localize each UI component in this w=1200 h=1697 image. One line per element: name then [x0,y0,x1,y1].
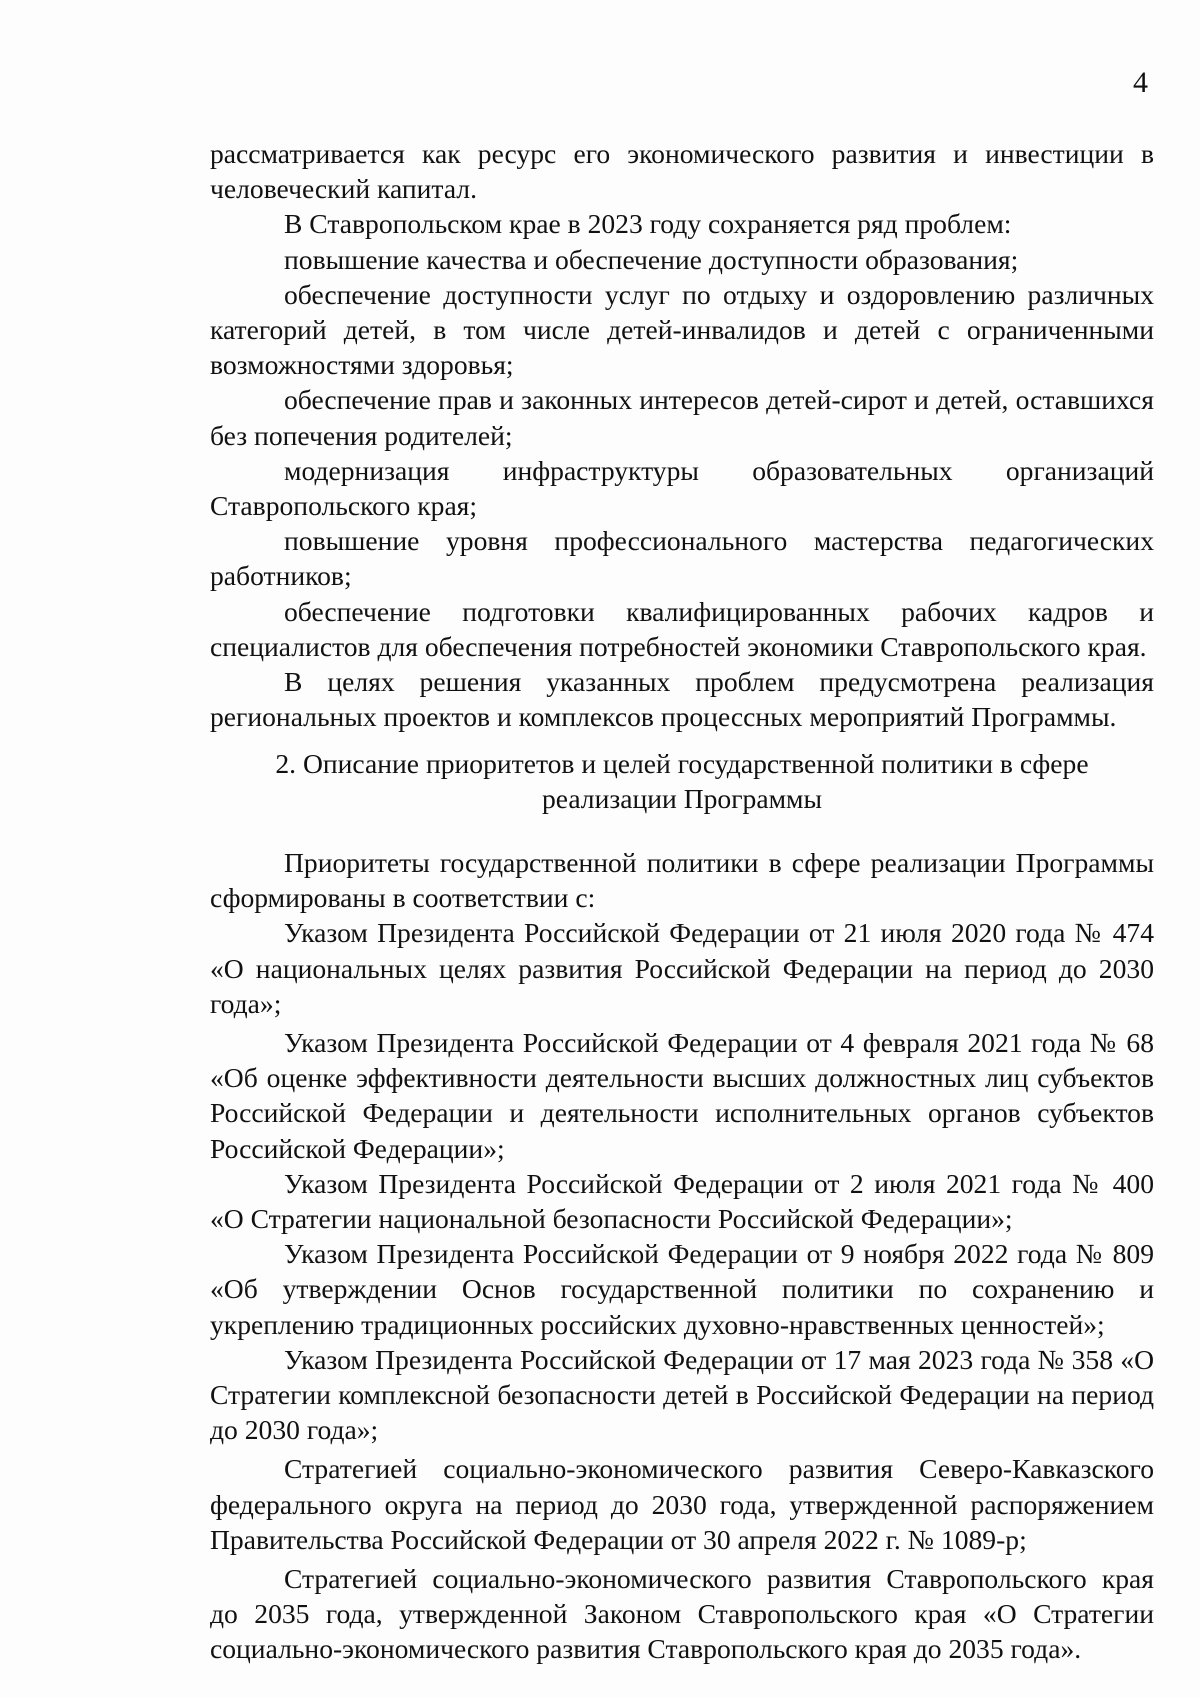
document-reference: Стратегией социально-экономического развития Северо-Кавказского федерального округа на период до 2030 года, утвержденной распоряжением Правительства Российской Федерации от 30 апреля 2022 г. № 1089-р; [210,1453,1154,1555]
document-reference: Указом Президента Российской Федерации от 17 мая 2023 года № 358 «О Стратегии комплексной безопасности детей в Российской Федерации на период до 2030 года»; [210,1343,1154,1446]
section-heading [210,746,1154,816]
problem-item: обеспечение прав и законных интересов детей-сирот и детей, оставшихся без попечения родителей; [210,384,1154,451]
problem-item: повышение качества и обеспечение доступности образования; [284,243,1019,275]
problem-item: обеспечение доступности услуг по отдыху и оздоровлению различных категорий детей, в том числе детей-инвалидов и детей с ограниченными возможностями здоровья; [210,278,1154,381]
problem-item: обеспечение подготовки квалифицированных рабочих кадров и специалистов для обеспечения потребностей экономики Ставропольского края. [210,595,1154,662]
priorities-section [210,845,1154,1667]
priorities-lead: Приоритеты государственной политики в сфере реализации Программы сформированы в соответствии с: [210,847,1154,914]
continuation-paragraph: рассматривается как ресурс его экономического развития и инвестиции в человеческий капитал. [210,138,1154,205]
problems-intro: В Ставропольском крае в 2023 году сохраняется ряд проблем: [284,208,1012,240]
document-reference: Указом Президента Российской Федерации от 21 июля 2020 года № 474 «О национальных целях развития Российской Федерации на период до 2030 года»; [210,917,1154,1019]
document-reference: Стратегией социально-экономического развития Ставропольского края до 2035 года, утвержденной Законом Ставропольского края «О Стратегии социально-экономического развития Ставропольского края до 2035 года». [210,1563,1154,1665]
section-heading-line: реализации Программы [541,783,823,815]
section-heading-line: 2. Описание приоритетов и целей государственной политики в сфере [275,748,1089,779]
document-reference: Указом Президента Российской Федерации от 9 ноября 2022 года № 809 «Об утверждении Основ государственной политики по сохранению и укреплению традиционных российских духовно-нравственных ценностей»; [210,1238,1154,1340]
page-number: 4 [1133,66,1148,99]
document-reference: Указом Президента Российской Федерации от 2 июля 2021 года № 400 «О Стратегии национальной безопасности Российской Федерации»; [210,1167,1154,1235]
problem-item: повышение уровня профессионального мастерства педагогических работников; [210,525,1154,592]
document-reference: Указом Президента Российской Федерации от 4 февраля 2021 года № 68 «Об оценке эффективности деятельности высших должностных лиц субъектов Российской Федерации и деятельности исполнительных органов субъектов Российской Федерации»; [210,1027,1154,1164]
problem-item: модернизация инфраструктуры образовательных организаций Ставропольского края; [210,454,1154,522]
conclusion-paragraph: В целях решения указанных проблем предусмотрена реализация региональных проектов и комплексов процессных мероприятий Программы. [210,666,1154,733]
intro-section [210,136,1154,734]
